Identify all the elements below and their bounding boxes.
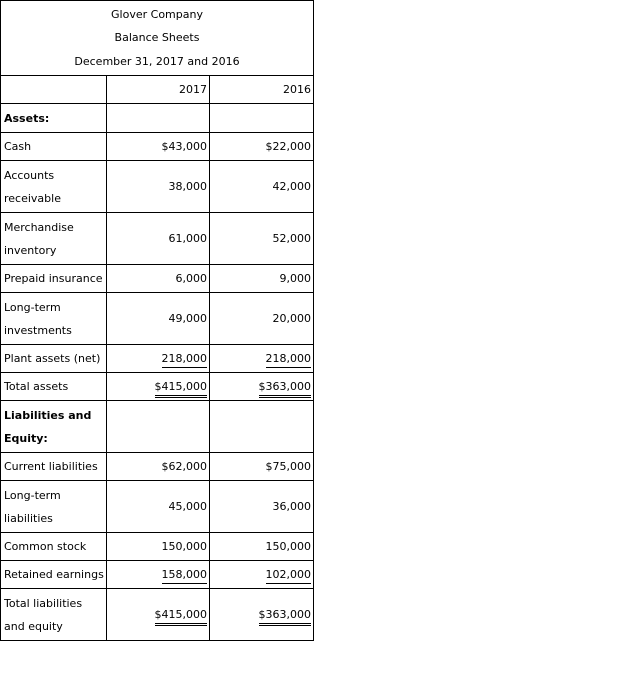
value-2017: 38,000 (107, 161, 210, 213)
table-row (1, 481, 314, 533)
value-2017 (107, 345, 210, 373)
row-label-line: inventory (4, 243, 57, 257)
section-row-liabilities (1, 401, 314, 453)
double-underlined-value: $363,000 (259, 607, 312, 626)
value-2016: 9,000 (210, 265, 314, 293)
row-label-line: Accounts (4, 168, 55, 182)
row-label: Prepaid insurance (1, 265, 107, 293)
empty-cell (210, 401, 314, 453)
row-label-line: investments (4, 323, 72, 337)
underlined-value: 158,000 (162, 567, 208, 584)
value-2017: 6,000 (107, 265, 210, 293)
table-row (1, 561, 314, 589)
row-label: Retained earnings (1, 561, 107, 589)
section-label-line: Liabilities and (4, 408, 92, 422)
underlined-value: 102,000 (266, 567, 312, 584)
table-row (1, 213, 314, 265)
value-2016: 36,000 (210, 481, 314, 533)
header-row (1, 1, 314, 76)
table-row (1, 533, 314, 561)
underlined-value: 218,000 (162, 351, 208, 368)
value-2016: 150,000 (210, 533, 314, 561)
value-2017 (107, 561, 210, 589)
double-underlined-value: $415,000 (155, 379, 208, 398)
value-2017 (107, 373, 210, 401)
value-2016: 52,000 (210, 213, 314, 265)
value-2017: 49,000 (107, 293, 210, 345)
row-label (1, 161, 107, 213)
row-label: Total assets (1, 373, 107, 401)
column-header-row (1, 76, 314, 104)
value-2017: 45,000 (107, 481, 210, 533)
row-label (1, 293, 107, 345)
column-header-2016: 2016 (210, 76, 314, 104)
balance-sheet-table (0, 0, 314, 641)
value-2016: 20,000 (210, 293, 314, 345)
table-row-total-liabilities-equity (1, 589, 314, 641)
value-2016 (210, 373, 314, 401)
row-label: Cash (1, 133, 107, 161)
table-row (1, 293, 314, 345)
double-underlined-value: $415,000 (155, 607, 208, 626)
value-2017: $62,000 (107, 453, 210, 481)
table-row (1, 133, 314, 161)
empty-cell (107, 104, 210, 133)
value-2016 (210, 561, 314, 589)
statement-period: December 31, 2017 and 2016 (74, 54, 240, 68)
row-label: Current liabilities (1, 453, 107, 481)
table-row-total-assets (1, 373, 314, 401)
value-2017: $43,000 (107, 133, 210, 161)
value-2016: $75,000 (210, 453, 314, 481)
value-2017 (107, 589, 210, 641)
statement-title: Balance Sheets (114, 31, 200, 45)
value-2016: $22,000 (210, 133, 314, 161)
row-label-line: Merchandise (4, 220, 74, 234)
table-row (1, 161, 314, 213)
value-2017: 150,000 (107, 533, 210, 561)
company-name: Glover Company (111, 7, 203, 21)
section-label-assets: Assets: (1, 104, 107, 133)
row-label-line: Total liabilities (4, 596, 83, 610)
row-label-line: Long-term (4, 300, 61, 314)
row-label-line: Long-term (4, 488, 61, 502)
section-label-line: Equity: (4, 431, 48, 445)
empty-cell (107, 401, 210, 453)
row-label (1, 481, 107, 533)
section-label-liabilities (1, 401, 107, 453)
underlined-value: 218,000 (266, 351, 312, 368)
row-label-line: and equity (4, 619, 63, 633)
table-row (1, 345, 314, 373)
section-row-assets (1, 104, 314, 133)
value-2016: 42,000 (210, 161, 314, 213)
table-row (1, 453, 314, 481)
column-header-2017: 2017 (107, 76, 210, 104)
table-row (1, 265, 314, 293)
row-label (1, 589, 107, 641)
row-label (1, 213, 107, 265)
row-label: Common stock (1, 533, 107, 561)
row-label-line: receivable (4, 191, 61, 205)
statement-header (1, 1, 314, 76)
double-underlined-value: $363,000 (259, 379, 312, 398)
value-2016 (210, 345, 314, 373)
value-2016 (210, 589, 314, 641)
value-2017: 61,000 (107, 213, 210, 265)
row-label-line: liabilities (4, 511, 53, 525)
empty-cell (210, 104, 314, 133)
row-label: Plant assets (net) (1, 345, 107, 373)
column-header-blank (1, 76, 107, 104)
